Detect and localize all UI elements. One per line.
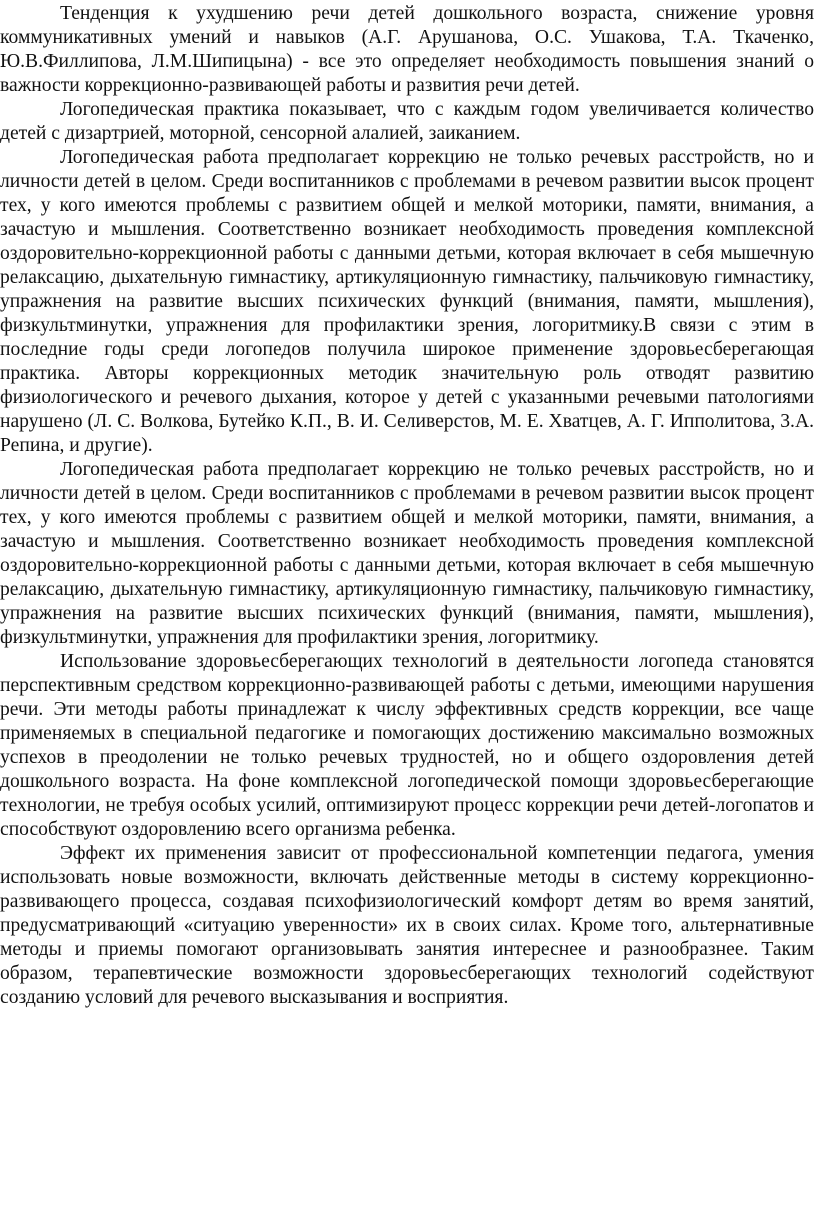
paragraph-logopedic-work: Логопедическая работа предполагает коррекцию не только речевых расстройств, но и личности детей в целом. Среди воспитанников с проблемами в речевом развитии высок процент тех, у кого имеются проблемы с развитием общей и мелкой моторики, памяти, внимания, а зачастую и мышления. Соответственно возникает необходимость проведения комплексной оздоровительно-коррекционной работы с данными детьми, которая включает в себя мышечную релаксацию, дыхательную гимнастику, артикуляционную гимнастику, пальчиковую гимнастику, упражнения на развитие высших психических функций (внимания, памяти, мышления), физкультминутки, упражнения для профилактики зрения, логоритмику.В связи с этим в последние годы среди логопедов получила широкое применение здоровьесберегающая практика. Авторы коррекционных методик значительную роль отводят развитию физиологического и речевого дыхания, которое у детей с указанными речевыми патологиями нарушено (Л. С. Волкова, Бутейко К.П., В. И. Селиверстов, М. Е. Хватцев, А. Г. Ипполитова, 3.А. Репина, и другие). — [0, 147, 814, 456]
paragraph-logopedic-work-repeat: Логопедическая работа предполагает коррекцию не только речевых расстройств, но и личности детей в целом. Среди воспитанников с проблемами в речевом развитии высок процент тех, у кого имеются проблемы с развитием общей и мелкой моторики, памяти, внимания, а зачастую и мышления. Соответственно возникает необходимость проведения комплексной оздоровительно-коррекционной работы с данными детьми, которая включает в себя мышечную релаксацию, дыхательную гимнастику, артикуляционную гимнастику, пальчиковую гимнастику, упражнения на развитие высших психических функций (внимания, памяти, мышления), физкультминутки, упражнения для профилактики зрения, логоритмику. — [0, 459, 814, 648]
paragraph-speech-decline: Тенденция к ухудшению речи детей дошкольного возраста, снижение уровня коммуникативных умений и навыков (А.Г. Арушанова, О.С. Ушакова, Т.А. Ткаченко, Ю.В.Филлипова, Л.М.Шипицына) - все это определяет необходимость повышения знаний о важности коррекционно-развивающей работы и развития речи детей. — [0, 3, 814, 96]
paragraph-effect: Эффект их применения зависит от профессиональной компетенции педагога, умения использовать новые возможности, включать действенные методы в систему коррекционно-развивающего процесса, создавая психофизиологический комфорт детям во время занятий, предусматривающий «ситуацию уверенности» их в своих силах. Кроме того, альтернативные методы и приемы помогают организовывать занятия интереснее и разнообразнее. Таким образом, терапевтические возможности здоровьесберегающих технологий содействуют созданию условий для речевого высказывания и восприятия. — [0, 843, 814, 1008]
paragraph-logopedic-practice: Логопедическая практика показывает, что с каждым годом увеличивается количество детей с дизартрией, моторной, сенсорной алалией, заиканием. — [0, 99, 814, 144]
paragraph-health-technologies: Использование здоровьесберегающих технологий в деятельности логопеда становятся перспективным средством коррекционно-развивающей работы с детьми, имеющими нарушения речи. Эти методы работы принадлежат к числу эффективных средств коррекции, все чаще применяемых в специальной педагогике и помогающих достижению максимально возможных успехов в преодолении не только речевых трудностей, но и общего оздоровления детей дошкольного возраста. На фоне комплексной логопедической помощи здоровьесберегающие технологии, не требуя особых усилий, оптимизируют процесс коррекции речи детей-логопатов и способствуют оздоровлению всего организма ребенка. — [0, 651, 814, 840]
document-page — [0, 2, 814, 1010]
